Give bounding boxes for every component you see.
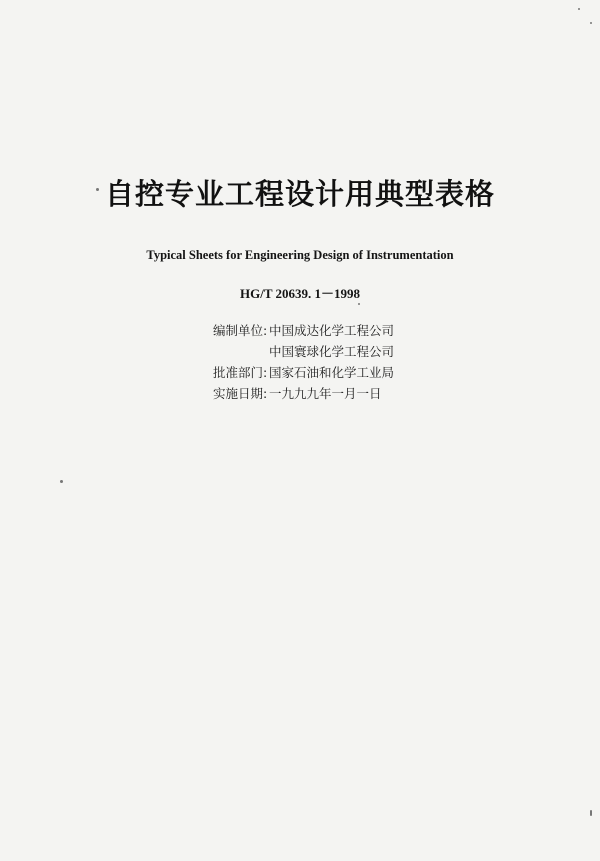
info-row-compiler-2 [213, 341, 394, 362]
info-label: 批准部门: [213, 365, 268, 380]
info-label: 实施日期: [213, 386, 268, 401]
scan-speck [358, 303, 360, 305]
scan-speck [60, 480, 63, 483]
info-row-approver [213, 362, 394, 383]
info-row-compiler [213, 320, 394, 341]
info-label: 编制单位: [213, 323, 268, 338]
document-title-english: Typical Sheets for Engineering Design of Instrumentation [146, 248, 454, 262]
info-row-effective-date [213, 383, 394, 404]
info-value: 中国成达化学工程公司 [269, 323, 395, 338]
document-title-chinese: 自控专业工程设计用典型表格 [104, 177, 495, 211]
scan-speck [590, 22, 592, 24]
publication-info [213, 320, 394, 404]
info-value: 一九九九年一月一日 [269, 386, 382, 401]
info-value: 中国寰球化学工程公司 [269, 344, 395, 359]
scan-speck [590, 810, 592, 816]
info-value: 国家石油和化学工业局 [269, 365, 395, 380]
standard-code: HG/T 20639. 1－1998 [239, 286, 361, 301]
scan-speck [578, 8, 580, 10]
info-label [213, 341, 269, 362]
scan-speck [96, 188, 99, 191]
